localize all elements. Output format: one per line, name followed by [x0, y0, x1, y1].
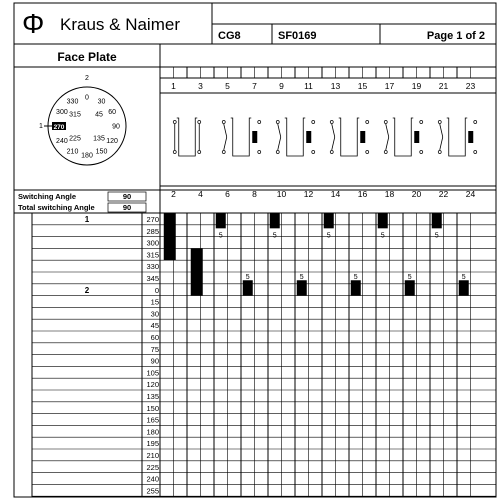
- contact-element: [384, 118, 423, 156]
- contact-top-number: 9: [279, 81, 284, 91]
- contact-closed-block: [191, 248, 203, 295]
- angle-label: 240: [146, 474, 159, 484]
- dial-angle-label: 315: [69, 111, 81, 119]
- dial-angle-label: 180: [81, 152, 93, 160]
- dial-angle-label: 210: [66, 148, 79, 156]
- angle-label: 135: [146, 392, 159, 401]
- angle-label: 165: [146, 415, 159, 425]
- contact-bottom-number: 16: [357, 189, 368, 199]
- position-label: 1: [84, 215, 90, 224]
- contact-bottom-number: 22: [438, 189, 449, 199]
- note-marker: 5: [461, 274, 466, 282]
- note-marker: 5: [218, 232, 223, 240]
- contact-element: [438, 118, 477, 156]
- angle-label: 270: [146, 215, 159, 224]
- angle-label: 30: [150, 309, 159, 319]
- contact-top-number: 23: [465, 81, 476, 91]
- contact-bottom-number: 2: [171, 189, 176, 199]
- brand-logo: Φ: [22, 8, 45, 39]
- contact-top-number: 15: [357, 81, 368, 91]
- brand-name: Kraus & Naimer: [60, 15, 180, 34]
- contact-closed-block: [378, 213, 388, 228]
- angle-label: 195: [146, 439, 159, 449]
- dial-angle-label: 60: [108, 109, 116, 116]
- contact-closed-block: [243, 280, 253, 295]
- angle-label: 120: [146, 380, 159, 390]
- total-angle-label: Total switching Angle: [18, 203, 95, 212]
- contact-top-number: 19: [411, 81, 422, 91]
- dial-angle-label: 240: [56, 138, 68, 145]
- contact-bottom-number: 4: [198, 189, 203, 199]
- angle-label: 225: [146, 462, 159, 472]
- dial-angle-label: 30: [97, 98, 106, 106]
- dial-angle-label: 90: [112, 123, 120, 131]
- dial-angle-label: 120: [106, 138, 118, 145]
- angle-label: 300: [146, 238, 159, 248]
- total-angle-value: 90: [122, 203, 132, 212]
- switching-angle-label: Switching Angle: [18, 192, 77, 201]
- series-code: CG8: [218, 30, 241, 42]
- note-marker: 5: [299, 274, 304, 282]
- dial-left-number: 1: [39, 123, 43, 130]
- contact-top-number: 13: [330, 81, 341, 91]
- dial-angle-label: 300: [56, 109, 68, 116]
- contact-element: [330, 118, 369, 156]
- contact-closed-block: [216, 213, 226, 228]
- contact-element: [276, 118, 315, 156]
- contact-bottom-number: 10: [276, 189, 287, 199]
- angle-label: 75: [150, 344, 159, 354]
- switching-blocks: [164, 213, 469, 296]
- angle-grid: [32, 67, 496, 497]
- dial-angle-label: 225: [69, 135, 81, 143]
- note-marker: 5: [245, 274, 250, 282]
- angle-label: 210: [146, 451, 159, 460]
- contact-bottom-number: 8: [252, 189, 257, 199]
- note-marker: 5: [380, 232, 385, 240]
- angle-label: 60: [150, 333, 159, 342]
- dial-angle-label: 150: [95, 148, 108, 156]
- contact-element: [222, 118, 261, 156]
- contact-bottom-number: 6: [225, 189, 230, 199]
- dial-angle-label: 330: [66, 98, 79, 106]
- angle-label: 150: [146, 403, 159, 413]
- note-marker: 5: [407, 274, 412, 282]
- angle-label: 90: [150, 356, 159, 366]
- angle-label: 45: [150, 321, 159, 331]
- contact-bottom-number: 18: [384, 189, 395, 199]
- angle-label: 180: [146, 427, 159, 437]
- contact-closed-block: [270, 213, 280, 228]
- note-marker: 5: [353, 274, 358, 282]
- contact-closed-block: [324, 213, 334, 228]
- angle-label: 255: [146, 486, 159, 496]
- dial-angle-label: 135: [93, 135, 105, 143]
- dial-pointer-label: 270: [53, 124, 65, 131]
- note-marker: 5: [434, 232, 439, 240]
- dial-angle-label: 0: [85, 94, 89, 102]
- contact-top-number: 7: [252, 81, 257, 91]
- page-indicator: Page 1 of 2: [426, 30, 485, 42]
- angle-label: 345: [146, 274, 159, 283]
- contact-closed-block: [297, 280, 307, 295]
- contact-top-number: 11: [304, 81, 313, 91]
- angle-label: 315: [146, 250, 159, 260]
- contact-top-numbers: [171, 81, 475, 91]
- face-plate-title: Face Plate: [57, 50, 117, 64]
- note-marker: 5: [272, 232, 277, 240]
- contact-bottom-number: 12: [303, 189, 314, 199]
- contact-bottom-number: 14: [330, 189, 341, 199]
- dial-top-number: 2: [85, 75, 89, 82]
- contact-bottom-number: 24: [465, 189, 476, 199]
- angle-label: 15: [150, 297, 159, 307]
- switching-angle-value: 90: [122, 192, 132, 201]
- contact-element: [173, 118, 201, 156]
- program-code: SF0169: [278, 30, 317, 42]
- angle-label: 330: [146, 262, 159, 272]
- angle-label: 285: [146, 226, 159, 236]
- angle-label: 0: [154, 285, 159, 295]
- contact-closed-block: [405, 280, 415, 295]
- contact-closed-block: [459, 280, 469, 295]
- contact-top-number: 21: [438, 81, 449, 91]
- contact-closed-block: [164, 213, 176, 260]
- contact-symbols: [173, 118, 477, 156]
- contact-top-number: 3: [198, 81, 203, 91]
- contact-top-number: 5: [225, 81, 230, 91]
- contact-top-number: 17: [384, 81, 395, 91]
- position-label: 2: [84, 285, 90, 295]
- angle-label: 105: [146, 368, 159, 378]
- dial-angle-label: 45: [95, 111, 103, 119]
- contact-bottom-number: 20: [411, 189, 422, 199]
- selector-dial: [39, 75, 126, 165]
- contact-closed-block: [351, 280, 361, 295]
- contact-closed-block: [432, 213, 442, 228]
- contact-top-number: 1: [171, 81, 176, 91]
- note-marker: 5: [326, 232, 331, 240]
